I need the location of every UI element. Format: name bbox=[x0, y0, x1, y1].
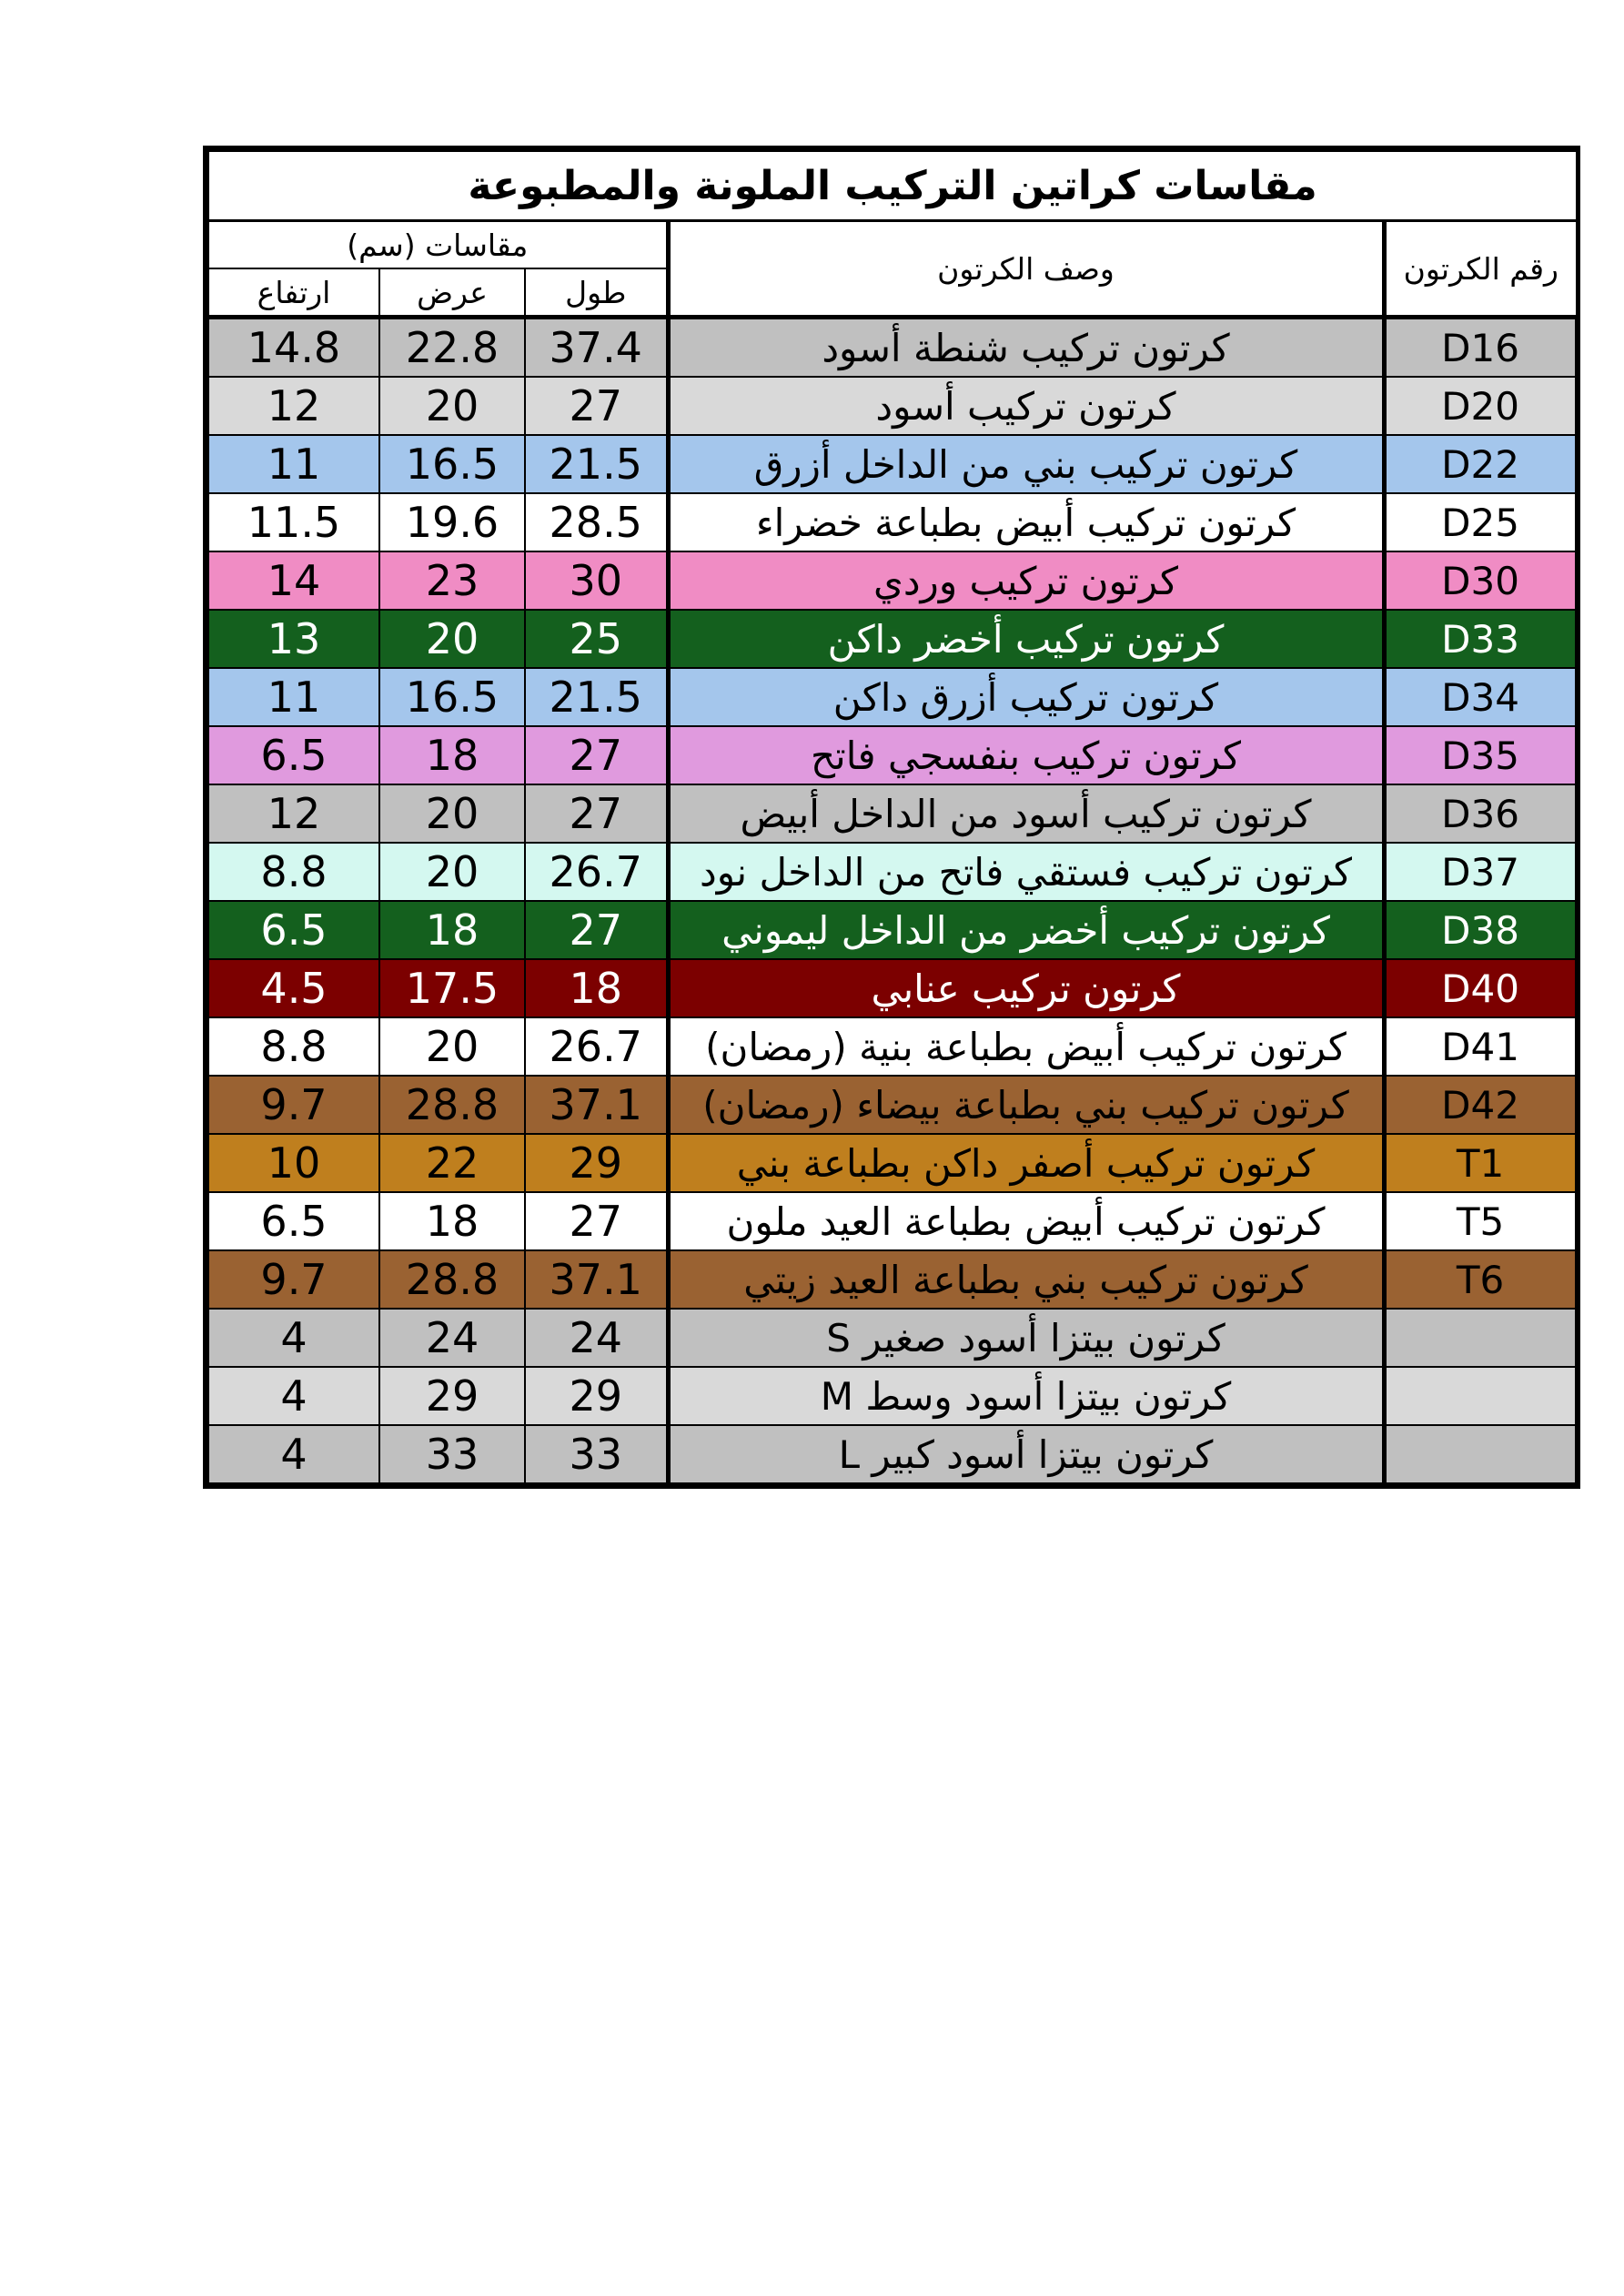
height-cell: 6.5 bbox=[208, 726, 379, 784]
length-cell: 24 bbox=[525, 1309, 668, 1367]
length-cell: 29 bbox=[525, 1134, 668, 1192]
table-row bbox=[208, 1017, 1577, 1076]
description-header: وصف الكرتون bbox=[668, 221, 1384, 318]
code-cell bbox=[1384, 1309, 1577, 1367]
height-cell: 14.8 bbox=[208, 318, 379, 378]
table-row bbox=[208, 435, 1577, 493]
dimensions-header: مقاسات (سم) bbox=[208, 221, 668, 269]
length-cell: 26.7 bbox=[525, 1017, 668, 1076]
table-row bbox=[208, 377, 1577, 435]
table-row bbox=[208, 1076, 1577, 1134]
description-cell: كرتون تركيب وردي bbox=[668, 551, 1384, 610]
height-cell: 9.7 bbox=[208, 1076, 379, 1134]
width-cell: 23 bbox=[379, 551, 525, 610]
height-cell: 6.5 bbox=[208, 901, 379, 959]
width-cell: 22.8 bbox=[379, 318, 525, 378]
height-cell: 4 bbox=[208, 1425, 379, 1483]
width-cell: 17.5 bbox=[379, 959, 525, 1017]
description-cell: كرتون تركيب أصفر داكن بطباعة بني bbox=[668, 1134, 1384, 1192]
code-cell: T6 bbox=[1384, 1250, 1577, 1309]
table-row bbox=[208, 1192, 1577, 1250]
height-cell: 14 bbox=[208, 551, 379, 610]
code-cell: D42 bbox=[1384, 1076, 1577, 1134]
code-cell: D35 bbox=[1384, 726, 1577, 784]
height-cell: 11.5 bbox=[208, 493, 379, 551]
table-row bbox=[208, 784, 1577, 843]
height-cell: 12 bbox=[208, 377, 379, 435]
code-cell: D22 bbox=[1384, 435, 1577, 493]
code-cell: T5 bbox=[1384, 1192, 1577, 1250]
width-cell: 20 bbox=[379, 1017, 525, 1076]
table-row bbox=[208, 318, 1577, 378]
description-cell: كرتون بيتزا أسود صغير S bbox=[668, 1309, 1384, 1367]
code-cell: D16 bbox=[1384, 318, 1577, 378]
length-cell: 27 bbox=[525, 377, 668, 435]
width-cell: 20 bbox=[379, 377, 525, 435]
length-cell: 33 bbox=[525, 1425, 668, 1483]
width-cell: 16.5 bbox=[379, 435, 525, 493]
length-cell: 21.5 bbox=[525, 435, 668, 493]
description-cell: كرتون تركيب بني بطباعة بيضاء (رمضان) bbox=[668, 1076, 1384, 1134]
height-cell: 6.5 bbox=[208, 1192, 379, 1250]
table-row bbox=[208, 726, 1577, 784]
width-cell: 22 bbox=[379, 1134, 525, 1192]
length-cell: 30 bbox=[525, 551, 668, 610]
length-cell: 37.1 bbox=[525, 1250, 668, 1309]
table-row bbox=[208, 551, 1577, 610]
description-cell: كرتون تركيب أبيض بطباعة العيد ملون bbox=[668, 1192, 1384, 1250]
height-header: ارتفاع bbox=[208, 268, 379, 318]
table-row bbox=[208, 610, 1577, 668]
height-cell: 4.5 bbox=[208, 959, 379, 1017]
description-cell: كرتون تركيب أسود bbox=[668, 377, 1384, 435]
description-cell: كرتون بيتزا أسود وسط M bbox=[668, 1367, 1384, 1425]
length-cell: 25 bbox=[525, 610, 668, 668]
length-cell: 27 bbox=[525, 901, 668, 959]
height-cell: 4 bbox=[208, 1309, 379, 1367]
code-cell: D20 bbox=[1384, 377, 1577, 435]
width-cell: 33 bbox=[379, 1425, 525, 1483]
width-header: عرض bbox=[379, 268, 525, 318]
description-cell: كرتون تركيب أبيض بطباعة خضراء bbox=[668, 493, 1384, 551]
length-cell: 37.4 bbox=[525, 318, 668, 378]
description-cell: كرتون تركيب بني من الداخل أزرق bbox=[668, 435, 1384, 493]
height-cell: 10 bbox=[208, 1134, 379, 1192]
width-cell: 16.5 bbox=[379, 668, 525, 726]
height-cell: 11 bbox=[208, 435, 379, 493]
description-cell: كرتون تركيب أسود من الداخل أبيض bbox=[668, 784, 1384, 843]
width-cell: 20 bbox=[379, 784, 525, 843]
width-cell: 18 bbox=[379, 901, 525, 959]
length-cell: 27 bbox=[525, 1192, 668, 1250]
sizes-table-sheet bbox=[203, 146, 1580, 1489]
length-cell: 27 bbox=[525, 726, 668, 784]
code-cell: D36 bbox=[1384, 784, 1577, 843]
length-cell: 37.1 bbox=[525, 1076, 668, 1134]
description-cell: كرتون تركيب شنطة أسود bbox=[668, 318, 1384, 378]
table-row bbox=[208, 843, 1577, 901]
code-cell bbox=[1384, 1425, 1577, 1483]
length-header: طول bbox=[525, 268, 668, 318]
length-cell: 27 bbox=[525, 784, 668, 843]
table-row bbox=[208, 1134, 1577, 1192]
code-cell: D34 bbox=[1384, 668, 1577, 726]
description-cell: كرتون تركيب عنابي bbox=[668, 959, 1384, 1017]
width-cell: 28.8 bbox=[379, 1250, 525, 1309]
width-cell: 18 bbox=[379, 726, 525, 784]
height-cell: 12 bbox=[208, 784, 379, 843]
width-cell: 24 bbox=[379, 1309, 525, 1367]
code-cell: D41 bbox=[1384, 1017, 1577, 1076]
description-cell: كرتون تركيب أخضر من الداخل ليموني bbox=[668, 901, 1384, 959]
description-cell: كرتون تركيب فستقي فاتح من الداخل نود bbox=[668, 843, 1384, 901]
height-cell: 4 bbox=[208, 1367, 379, 1425]
code-cell: D37 bbox=[1384, 843, 1577, 901]
code-cell: D38 bbox=[1384, 901, 1577, 959]
code-cell: D25 bbox=[1384, 493, 1577, 551]
width-cell: 20 bbox=[379, 610, 525, 668]
code-cell: D40 bbox=[1384, 959, 1577, 1017]
code-cell: T1 bbox=[1384, 1134, 1577, 1192]
table-row bbox=[208, 1309, 1577, 1367]
length-cell: 28.5 bbox=[525, 493, 668, 551]
table-row bbox=[208, 959, 1577, 1017]
height-cell: 9.7 bbox=[208, 1250, 379, 1309]
length-cell: 18 bbox=[525, 959, 668, 1017]
width-cell: 29 bbox=[379, 1367, 525, 1425]
width-cell: 19.6 bbox=[379, 493, 525, 551]
description-cell: كرتون تركيب أبيض بطباعة بنية (رمضان) bbox=[668, 1017, 1384, 1076]
code-cell: D30 bbox=[1384, 551, 1577, 610]
height-cell: 11 bbox=[208, 668, 379, 726]
length-cell: 21.5 bbox=[525, 668, 668, 726]
description-cell: كرتون تركيب بنفسجي فاتح bbox=[668, 726, 1384, 784]
table-row bbox=[208, 1367, 1577, 1425]
width-cell: 18 bbox=[379, 1192, 525, 1250]
table-row bbox=[208, 493, 1577, 551]
code-cell: D33 bbox=[1384, 610, 1577, 668]
table-row bbox=[208, 901, 1577, 959]
table-row bbox=[208, 1250, 1577, 1309]
length-cell: 26.7 bbox=[525, 843, 668, 901]
height-cell: 8.8 bbox=[208, 1017, 379, 1076]
code-cell bbox=[1384, 1367, 1577, 1425]
width-cell: 20 bbox=[379, 843, 525, 901]
description-cell: كرتون تركيب بني بطباعة العيد زيتي bbox=[668, 1250, 1384, 1309]
description-cell: كرتون تركيب أخضر داكن bbox=[668, 610, 1384, 668]
table-row bbox=[208, 668, 1577, 726]
height-cell: 8.8 bbox=[208, 843, 379, 901]
width-cell: 28.8 bbox=[379, 1076, 525, 1134]
table-title: مقاسات كراتين التركيب الملونة والمطبوعة bbox=[208, 151, 1577, 221]
length-cell: 29 bbox=[525, 1367, 668, 1425]
description-cell: كرتون بيتزا أسود كبير L bbox=[668, 1425, 1384, 1483]
code-header: رقم الكرتون bbox=[1384, 221, 1577, 318]
description-cell: كرتون تركيب أزرق داكن bbox=[668, 668, 1384, 726]
table-row bbox=[208, 1425, 1577, 1483]
carton-sizes-table bbox=[207, 150, 1579, 1484]
height-cell: 13 bbox=[208, 610, 379, 668]
